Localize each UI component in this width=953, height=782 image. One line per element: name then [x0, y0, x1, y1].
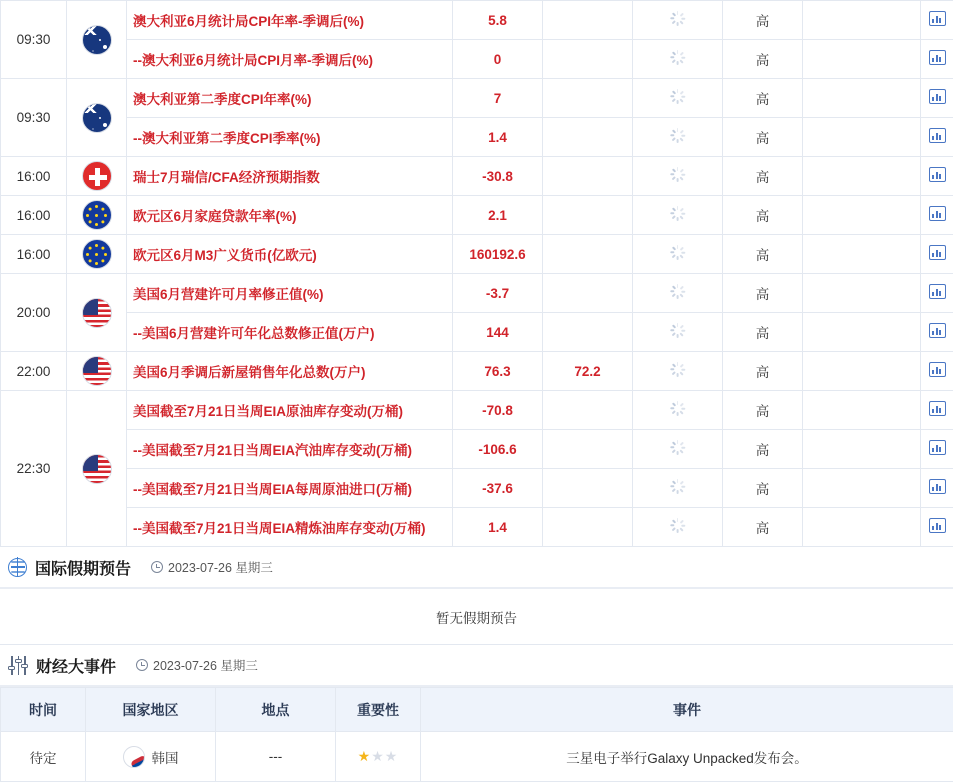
calendar-extra-cell — [803, 430, 921, 469]
clock-icon — [136, 659, 148, 671]
calendar-extra-cell — [803, 469, 921, 508]
calendar-importance: 高 — [723, 352, 803, 391]
globe-icon — [8, 558, 27, 577]
loading-spinner-icon — [670, 167, 685, 182]
calendar-previous-value: 5.8 — [453, 1, 543, 40]
calendar-previous-value: 1.4 — [453, 508, 543, 547]
usa-flag — [82, 298, 112, 328]
calendar-country-flag — [67, 79, 127, 157]
big-events-section-title: 财经大事件 — [36, 654, 116, 677]
calendar-forecast-value — [543, 508, 633, 547]
calendar-row — [1, 157, 953, 196]
calendar-forecast-value — [543, 430, 633, 469]
calendar-extra-cell — [803, 118, 921, 157]
column-header-event: 事件 — [421, 688, 953, 732]
calendar-row — [1, 352, 953, 391]
event-country-label: 韩国 — [152, 747, 179, 767]
loading-spinner-icon — [670, 245, 685, 260]
big-events-date-text: 2023-07-26 星期三 — [153, 656, 258, 674]
calendar-forecast-value — [543, 79, 633, 118]
calendar-previous-value: 0 — [453, 40, 543, 79]
calendar-chart-cell[interactable] — [921, 196, 953, 235]
calendar-actual-value — [633, 274, 723, 313]
chart-icon[interactable] — [929, 89, 946, 104]
calendar-event-name[interactable]: 欧元区6月家庭贷款年率(%) — [127, 196, 453, 235]
calendar-row — [1, 391, 953, 430]
calendar-importance: 高 — [723, 1, 803, 40]
calendar-extra-cell — [803, 79, 921, 118]
korea-flag — [123, 746, 145, 768]
calendar-chart-cell[interactable] — [921, 313, 953, 352]
calendar-event-name[interactable]: 欧元区6月M3广义货币(亿欧元) — [127, 235, 453, 274]
calendar-event-name[interactable]: 美国截至7月21日当周EIA原油库存变动(万桶) — [127, 391, 453, 430]
calendar-country-flag — [67, 352, 127, 391]
loading-spinner-icon — [670, 401, 685, 416]
big-events-date — [136, 656, 258, 674]
calendar-previous-value: 7 — [453, 79, 543, 118]
chart-icon[interactable] — [929, 362, 946, 377]
chart-icon[interactable] — [929, 50, 946, 65]
calendar-extra-cell — [803, 313, 921, 352]
chart-icon[interactable] — [929, 206, 946, 221]
calendar-country-flag — [67, 157, 127, 196]
column-header-country: 国家地区 — [86, 688, 216, 732]
calendar-event-name[interactable]: 美国6月季调后新屋销售年化总数(万户) — [127, 352, 453, 391]
calendar-forecast-value — [543, 157, 633, 196]
calendar-event-name[interactable]: --澳大利亚第二季度CPI季率(%) — [127, 118, 453, 157]
calendar-actual-value — [633, 430, 723, 469]
calendar-importance: 高 — [723, 40, 803, 79]
calendar-forecast-value — [543, 274, 633, 313]
calendar-actual-value — [633, 313, 723, 352]
calendar-event-name[interactable]: 澳大利亚6月统计局CPI年率-季调后(%) — [127, 1, 453, 40]
clock-icon — [151, 561, 163, 573]
calendar-actual-value — [633, 79, 723, 118]
switzerland-flag — [82, 161, 112, 191]
calendar-event-name[interactable]: 瑞士7月瑞信/CFA经济预期指数 — [127, 157, 453, 196]
calendar-forecast-value — [543, 313, 633, 352]
calendar-previous-value: -3.7 — [453, 274, 543, 313]
calendar-country-flag — [67, 1, 127, 79]
loading-spinner-icon — [670, 362, 685, 377]
calendar-row — [1, 196, 953, 235]
chart-icon[interactable] — [929, 401, 946, 416]
calendar-extra-cell — [803, 274, 921, 313]
event-place: --- — [216, 732, 336, 782]
calendar-time: 22:00 — [1, 352, 67, 391]
calendar-importance: 高 — [723, 118, 803, 157]
calendar-country-flag — [67, 235, 127, 274]
calendar-actual-value — [633, 508, 723, 547]
calendar-extra-cell — [803, 40, 921, 79]
calendar-extra-cell — [803, 391, 921, 430]
calendar-event-name[interactable]: --美国截至7月21日当周EIA每周原油进口(万桶) — [127, 469, 453, 508]
calendar-importance: 高 — [723, 313, 803, 352]
loading-spinner-icon — [670, 89, 685, 104]
column-header-importance: 重要性 — [336, 688, 421, 732]
calendar-actual-value — [633, 235, 723, 274]
loading-spinner-icon — [670, 50, 685, 65]
calendar-chart-cell[interactable] — [921, 79, 953, 118]
loading-spinner-icon — [670, 518, 685, 533]
calendar-chart-cell[interactable] — [921, 352, 953, 391]
calendar-country-flag — [67, 391, 127, 547]
loading-spinner-icon — [670, 479, 685, 494]
calendar-actual-value — [633, 469, 723, 508]
calendar-event-name[interactable]: 澳大利亚第二季度CPI年率(%) — [127, 79, 453, 118]
event-description[interactable]: 三星电子举行Galaxy Unpacked发布会。 — [421, 732, 953, 782]
loading-spinner-icon — [670, 128, 685, 143]
chart-icon[interactable] — [929, 128, 946, 143]
calendar-time: 16:00 — [1, 157, 67, 196]
holidays-section-title: 国际假期预告 — [35, 556, 131, 579]
eurozone-flag — [82, 200, 112, 230]
calendar-actual-value — [633, 391, 723, 430]
calendar-chart-cell[interactable] — [921, 391, 953, 430]
calendar-actual-value — [633, 40, 723, 79]
calendar-actual-value — [633, 118, 723, 157]
calendar-row — [1, 469, 953, 508]
holidays-section-header — [0, 547, 953, 589]
calendar-actual-value — [633, 352, 723, 391]
calendar-chart-cell[interactable] — [921, 40, 953, 79]
calendar-event-name[interactable]: 美国6月营建许可月率修正值(%) — [127, 274, 453, 313]
calendar-country-flag — [67, 196, 127, 235]
calendar-time: 09:30 — [1, 79, 67, 157]
calendar-event-name[interactable]: --澳大利亚6月统计局CPI月率-季调后(%) — [127, 40, 453, 79]
calendar-importance: 高 — [723, 391, 803, 430]
calendar-extra-cell — [803, 508, 921, 547]
calendar-importance: 高 — [723, 196, 803, 235]
calendar-extra-cell — [803, 196, 921, 235]
chart-icon[interactable] — [929, 11, 946, 26]
chart-icon[interactable] — [929, 518, 946, 533]
calendar-row — [1, 508, 953, 547]
calendar-importance: 高 — [723, 235, 803, 274]
chart-icon[interactable] — [929, 284, 946, 299]
calendar-forecast-value — [543, 196, 633, 235]
australia-flag — [82, 25, 112, 55]
calendar-extra-cell — [803, 157, 921, 196]
big-events-header-row — [1, 688, 953, 732]
calendar-importance: 高 — [723, 274, 803, 313]
calendar-time: 22:30 — [1, 391, 67, 547]
usa-flag — [82, 454, 112, 484]
calendar-importance: 高 — [723, 157, 803, 196]
calendar-previous-value: 1.4 — [453, 118, 543, 157]
holidays-date-text: 2023-07-26 星期三 — [168, 558, 273, 576]
calendar-forecast-value: 72.2 — [543, 352, 633, 391]
calendar-extra-cell — [803, 352, 921, 391]
calendar-chart-cell[interactable] — [921, 157, 953, 196]
loading-spinner-icon — [670, 440, 685, 455]
calendar-row — [1, 1, 953, 40]
calendar-row — [1, 313, 953, 352]
big-events-section-header — [0, 645, 953, 687]
australia-flag — [82, 103, 112, 133]
chart-icon[interactable] — [929, 440, 946, 455]
calendar-previous-value: -70.8 — [453, 391, 543, 430]
holidays-empty-state — [0, 589, 953, 645]
holidays-empty-text: 暂无假期预告 — [436, 607, 517, 627]
column-header-place: 地点 — [216, 688, 336, 732]
calendar-chart-cell[interactable] — [921, 118, 953, 157]
calendar-row — [1, 430, 953, 469]
calendar-time: 09:30 — [1, 1, 67, 79]
event-time: 待定 — [1, 732, 86, 782]
calendar-row — [1, 235, 953, 274]
calendar-importance: 高 — [723, 508, 803, 547]
calendar-chart-cell[interactable] — [921, 1, 953, 40]
eurozone-flag — [82, 239, 112, 269]
event-importance-stars: ★★★ — [336, 732, 421, 782]
calendar-chart-cell[interactable] — [921, 235, 953, 274]
calendar-row — [1, 118, 953, 157]
big-events-table — [0, 687, 953, 782]
column-header-time: 时间 — [1, 688, 86, 732]
sliders-icon — [8, 656, 28, 675]
calendar-time: 16:00 — [1, 196, 67, 235]
calendar-time: 20:00 — [1, 274, 67, 352]
chart-icon[interactable] — [929, 245, 946, 260]
calendar-row — [1, 79, 953, 118]
chart-icon[interactable] — [929, 479, 946, 494]
calendar-forecast-value — [543, 1, 633, 40]
loading-spinner-icon — [670, 206, 685, 221]
calendar-time: 16:00 — [1, 235, 67, 274]
calendar-extra-cell — [803, 235, 921, 274]
holidays-date — [151, 558, 273, 576]
calendar-previous-value: -30.8 — [453, 157, 543, 196]
calendar-chart-cell[interactable] — [921, 274, 953, 313]
loading-spinner-icon — [670, 323, 685, 338]
loading-spinner-icon — [670, 284, 685, 299]
calendar-previous-value: 144 — [453, 313, 543, 352]
calendar-importance: 高 — [723, 430, 803, 469]
calendar-previous-value: 76.3 — [453, 352, 543, 391]
calendar-importance: 高 — [723, 79, 803, 118]
calendar-chart-cell[interactable] — [921, 508, 953, 547]
event-country — [86, 732, 216, 782]
calendar-row — [1, 40, 953, 79]
calendar-actual-value — [633, 196, 723, 235]
calendar-previous-value: -37.6 — [453, 469, 543, 508]
calendar-previous-value: 160192.6 — [453, 235, 543, 274]
calendar-chart-cell[interactable] — [921, 469, 953, 508]
calendar-forecast-value — [543, 118, 633, 157]
calendar-forecast-value — [543, 40, 633, 79]
calendar-event-name[interactable]: --美国截至7月21日当周EIA汽油库存变动(万桶) — [127, 430, 453, 469]
calendar-forecast-value — [543, 391, 633, 430]
calendar-forecast-value — [543, 469, 633, 508]
calendar-previous-value: -106.6 — [453, 430, 543, 469]
calendar-actual-value — [633, 157, 723, 196]
calendar-previous-value: 2.1 — [453, 196, 543, 235]
usa-flag — [82, 356, 112, 386]
loading-spinner-icon — [670, 11, 685, 26]
calendar-event-name[interactable]: --美国6月营建许可年化总数修正值(万户) — [127, 313, 453, 352]
calendar-country-flag — [67, 274, 127, 352]
calendar-importance: 高 — [723, 469, 803, 508]
calendar-extra-cell — [803, 1, 921, 40]
calendar-forecast-value — [543, 235, 633, 274]
calendar-event-name[interactable]: --美国截至7月21日当周EIA精炼油库存变动(万桶) — [127, 508, 453, 547]
table-row — [1, 732, 953, 782]
chart-icon[interactable] — [929, 323, 946, 338]
calendar-actual-value — [633, 1, 723, 40]
calendar-chart-cell[interactable] — [921, 430, 953, 469]
chart-icon[interactable] — [929, 167, 946, 182]
calendar-row — [1, 274, 953, 313]
